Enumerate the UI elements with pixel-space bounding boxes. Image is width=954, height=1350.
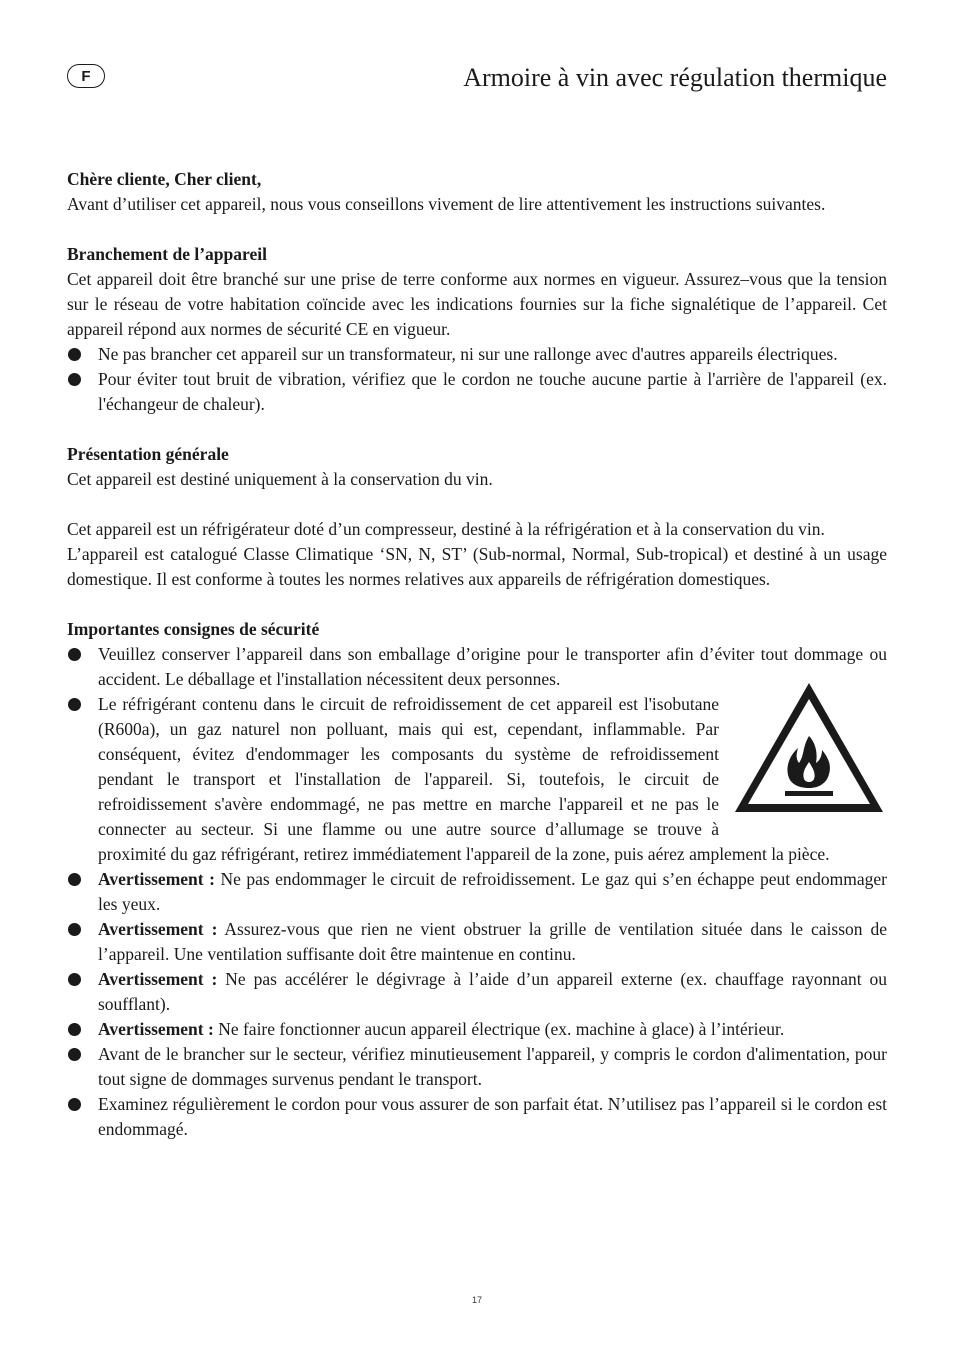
warning-text: Ne faire fonctionner aucun appareil électrique (ex. machine à glace) à l’intérieur. (218, 1019, 785, 1039)
flammable-warning-icon (731, 678, 887, 818)
warning-label: Avertissement : (98, 1019, 214, 1039)
page-number: 17 (471, 1295, 482, 1305)
list-item (67, 1017, 887, 1042)
language-code: F (81, 67, 91, 85)
branchement-list (67, 342, 887, 417)
securite-list (67, 642, 887, 1142)
section-heading-presentation: Présentation générale (67, 444, 229, 464)
warning-label: Avertissement : (98, 869, 215, 889)
list-item: Avant de le brancher sur le secteur, vérifiez minutieusement l'appareil, y compris le cordon d'alimentation, pour tout signe de dommages survenus pendant le transport. (67, 1042, 887, 1092)
list-item (67, 917, 887, 967)
presentation-text-1: Cet appareil est destiné uniquement à la conservation du vin. (67, 469, 493, 489)
list-item (67, 967, 887, 1017)
section-heading-securite: Importantes consignes de sécurité (67, 619, 320, 639)
warning-text: Ne pas accélérer le dégivrage à l’aide d’un appareil externe (ex. chauffage rayonnant ou soufflant). (98, 969, 888, 1014)
intro-text: Avant d’utiliser cet appareil, nous vous conseillons vivement de lire attentivement les instructions suivantes. (67, 194, 826, 214)
spacer (67, 217, 887, 242)
list-item: Ne pas brancher cet appareil sur un transformateur, ni sur une rallonge avec d'autres appareils électriques. (67, 342, 887, 367)
warning-label: Avertissement : (98, 919, 218, 939)
spacer (67, 492, 887, 517)
warning-label: Avertissement : (98, 969, 218, 989)
warning-text: Ne pas endommager le circuit de refroidissement. Le gaz qui s’en échappe peut endommager les yeux. (98, 869, 888, 914)
spacer (67, 592, 887, 617)
branchement-text: Cet appareil doit être branché sur une prise de terre conforme aux normes en vigueur. Assurez–vous que la tension sur le réseau de votre habitation coïncide avec les indications fournies sur la fiche signalétique de l’appareil. Cet appareil répond aux normes de sécurité CE en vigueur. (67, 269, 887, 339)
presentation-text-2: Cet appareil est un réfrigérateur doté d’un compresseur, destiné à la réfrigération et à la conservation du vin. (67, 519, 825, 539)
list-item: Examinez régulièrement le cordon pour vous assurer de son parfait état. N’utilisez pas l’appareil si le cordon est endommagé. (67, 1092, 887, 1142)
page-title: Armoire à vin avec régulation thermique (463, 63, 887, 92)
greeting: Chère cliente, Cher client, (67, 169, 262, 189)
warning-text: Assurez-vous que rien ne vient obstruer la grille de ventilation située dans le caisson de l’appareil. Une ventilation suffisante doit être maintenue en continu. (98, 919, 887, 964)
language-badge (67, 64, 105, 88)
list-item: Veuillez conserver l’appareil dans son emballage d’origine pour le transporter afin d’éviter tout dommage ou accident. Le déballage et l'installation nécessitent deux personnes. (67, 642, 887, 692)
spacer (67, 417, 887, 442)
list-item (67, 692, 887, 867)
refrigerant-text: Le réfrigérant contenu dans le circuit de refroidissement de cet appareil est l'isobutane (R600a), un gaz naturel non polluant, mais qui est, cependant, inflammable. Par conséquent, évitez d'endommager les composants du système de refroidissement pendant le transport et l'installation de l'appareil. Si, toutefois, le circuit de refroidissement s'avère endommagé, ne pas mettre en marche l'appareil et ne pas le connecter au secteur. Si une flamme ou une autre source d’allumage se trouve à proximité du gaz réfrigérant, retirez immédiatement l'appareil de la zone, puis aérez amplement la pièce. (98, 694, 830, 864)
section-heading-branchement: Branchement de l’appareil (67, 244, 267, 264)
list-item: Pour éviter tout bruit de vibration, vérifiez que le cordon ne touche aucune partie à l'arrière de l'appareil (ex. l'échangeur de chaleur). (67, 367, 887, 417)
content (67, 167, 887, 1142)
list-item (67, 867, 887, 917)
presentation-text-3: L’appareil est catalogué Classe Climatique ‘SN, N, ST’ (Sub-normal, Normal, Sub-tropical) et destiné à un usage domestique. Il est conforme à toutes les normes relatives aux appareils de réfrigération domestiques. (67, 544, 887, 589)
